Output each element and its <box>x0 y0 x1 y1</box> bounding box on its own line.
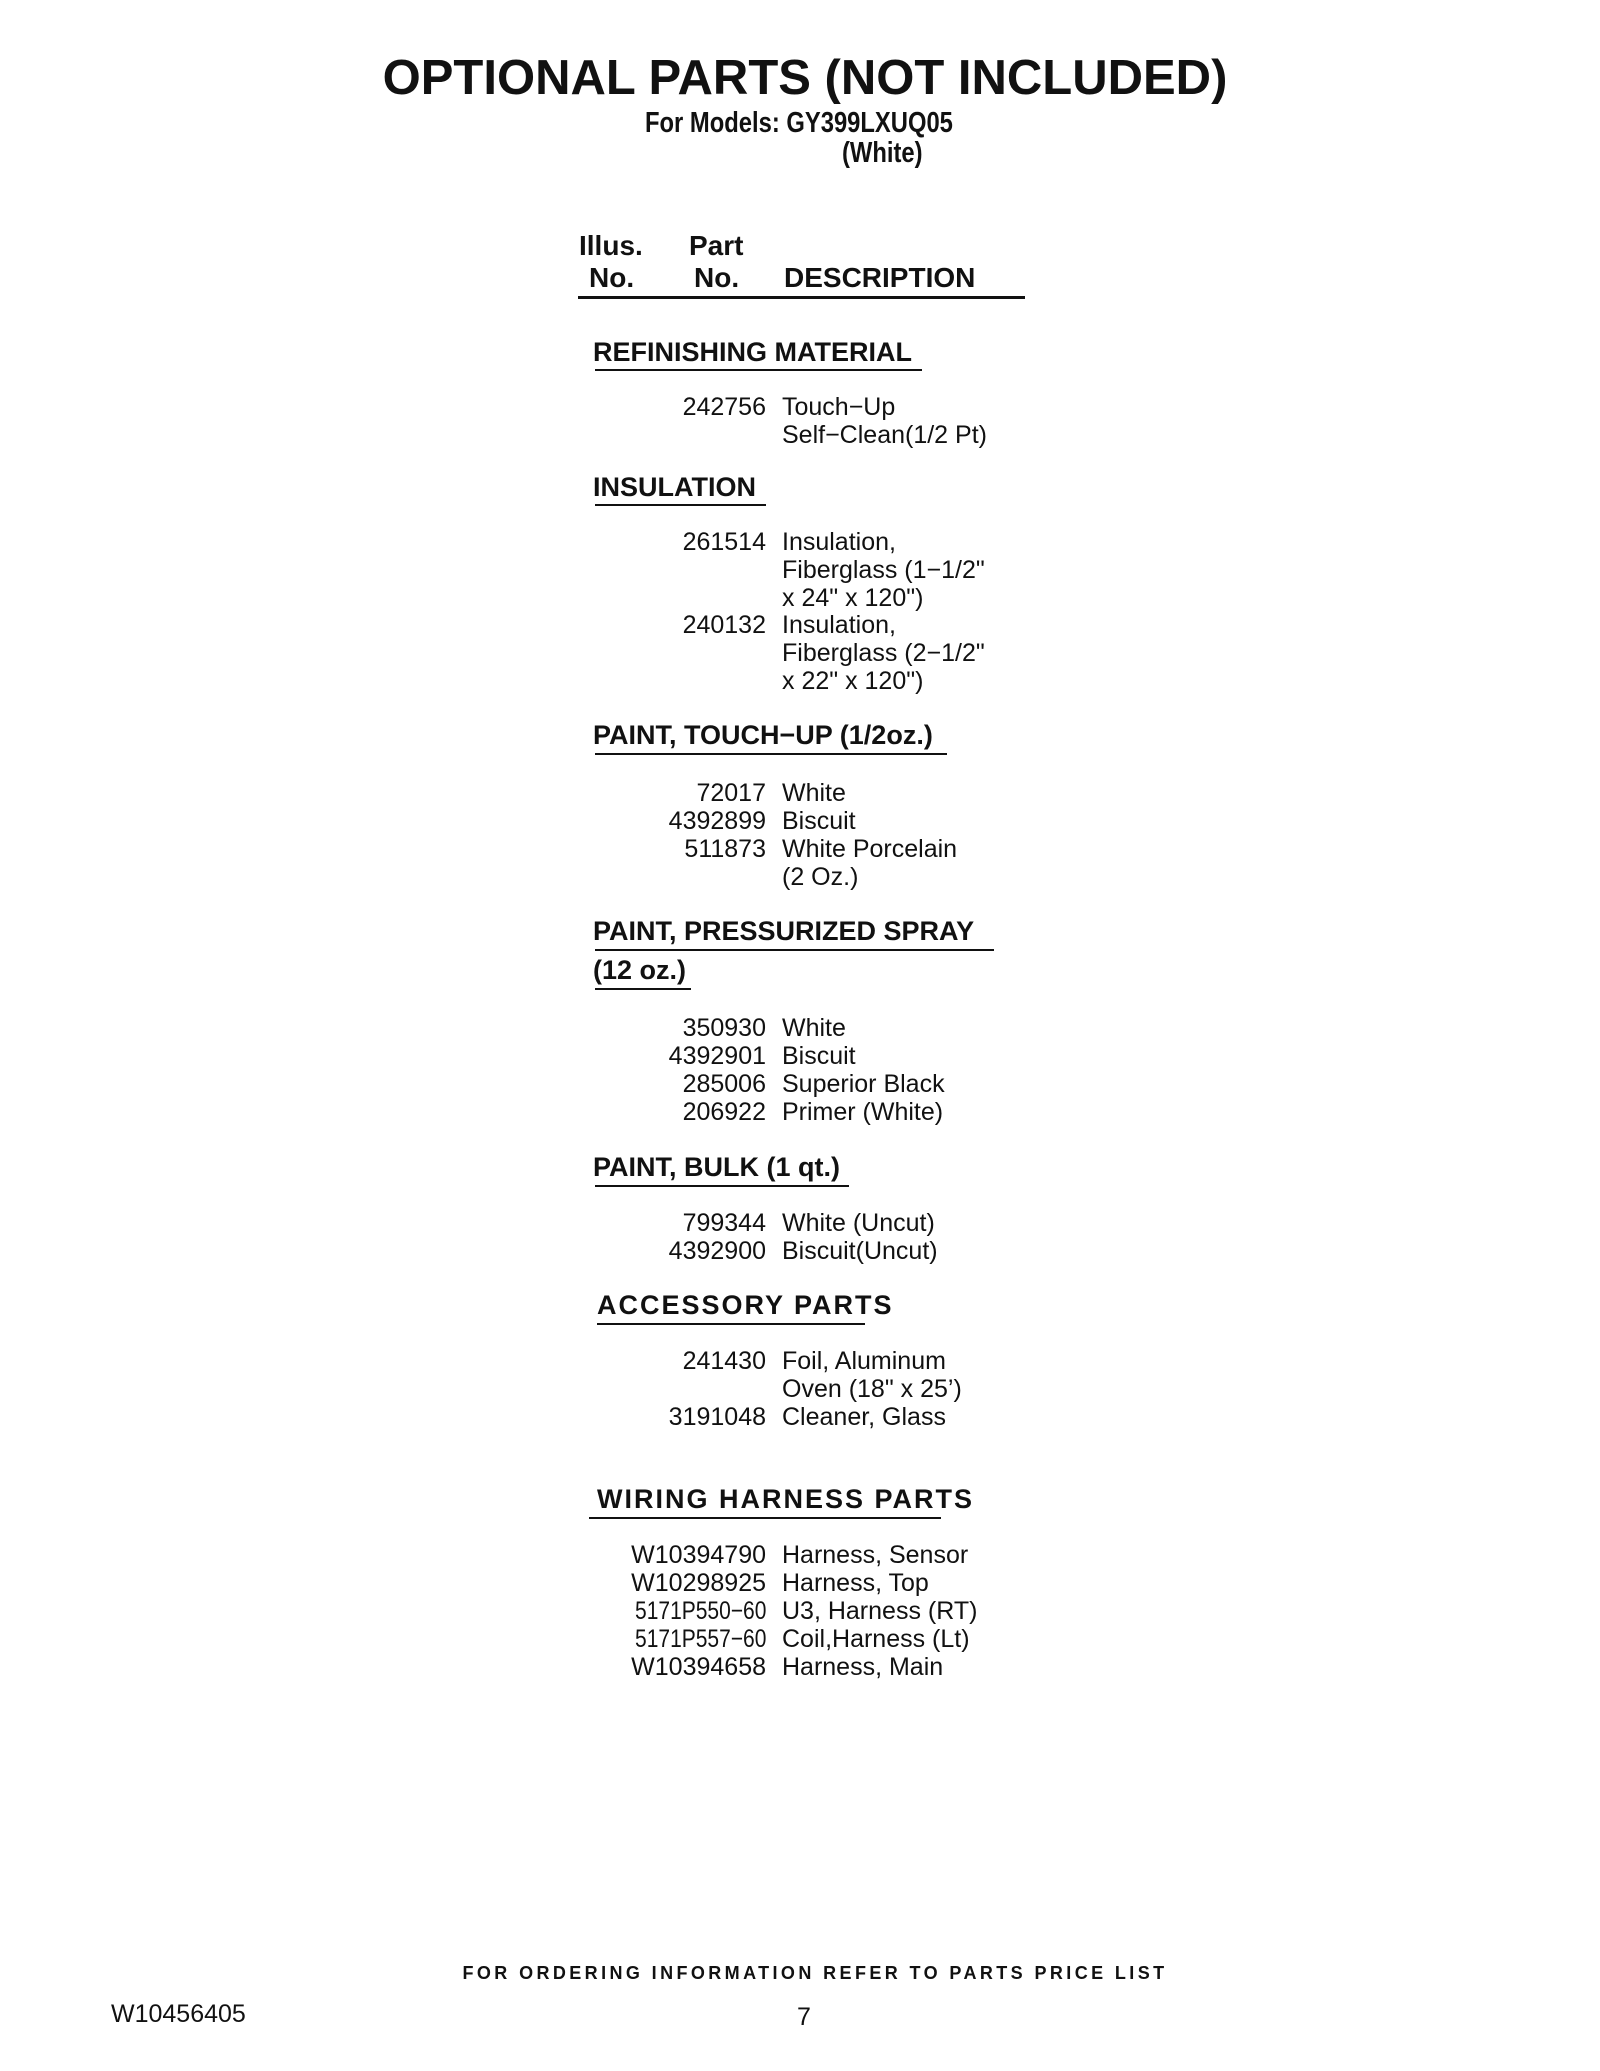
part-description: Insulation, <box>782 528 896 556</box>
ordering-information-note: FOR ORDERING INFORMATION REFER TO PARTS PRICE LIST <box>462 1963 1168 1983</box>
color-line: (White) <box>842 137 923 169</box>
part-description: Touch−Up <box>782 393 896 421</box>
description-header: DESCRIPTION <box>784 262 976 293</box>
section-rule <box>589 1517 941 1519</box>
part-description: Fiberglass (2−1/2" <box>782 639 985 667</box>
section-rule <box>595 988 691 990</box>
header-rule <box>578 296 1025 299</box>
section-rule <box>595 753 947 755</box>
part-number: 72017 <box>696 779 766 807</box>
part-description: Biscuit <box>782 807 856 835</box>
part-description: Self−Clean(1/2 Pt) <box>782 421 987 449</box>
section-rule <box>595 1185 849 1187</box>
part-description: White <box>782 1014 846 1042</box>
part-description: White <box>782 779 846 807</box>
part-number: W10394658 <box>631 1653 766 1681</box>
part-number: 4392899 <box>668 807 766 835</box>
part-number-text: 5171P557−60 <box>634 1625 766 1653</box>
page-title: OPTIONAL PARTS (NOT INCLUDED) <box>382 51 1228 105</box>
section-title-line2: (12 oz.) <box>593 955 687 985</box>
section-title-paint-touch-up: PAINT, TOUCH−UP (1/2oz.) <box>593 720 933 750</box>
part-number: 799344 <box>682 1209 766 1237</box>
part-number: 240132 <box>682 611 766 639</box>
part-description: Biscuit(Uncut) <box>782 1237 938 1265</box>
part-number: 242756 <box>682 393 766 421</box>
part-number: 261514 <box>682 528 766 556</box>
part-number: 241430 <box>682 1347 766 1375</box>
part-description: Harness, Top <box>782 1569 929 1597</box>
part-description: Biscuit <box>782 1042 856 1070</box>
part-description: White (Uncut) <box>782 1209 935 1237</box>
part-number-text: 5171P550−60 <box>634 1597 766 1625</box>
part-number: 511873 <box>684 835 766 863</box>
part-number: 206922 <box>682 1098 766 1126</box>
part-number: 4392900 <box>668 1237 766 1265</box>
models-line: For Models: GY399LXUQ05 <box>645 107 953 139</box>
part-number: 3191048 <box>668 1403 766 1431</box>
part-number: 350930 <box>682 1014 766 1042</box>
section-rule <box>597 1323 865 1325</box>
part-header-top: Part <box>689 230 744 261</box>
part-description: Oven (18" x 25’) <box>782 1375 962 1403</box>
part-number <box>560 1625 766 1654</box>
section-title-wiring-harness-parts: WIRING HARNESS PARTS <box>597 1484 975 1514</box>
part-description: x 24" x 120") <box>782 584 924 612</box>
section-rule <box>595 949 994 951</box>
part-description: Cleaner, Glass <box>782 1403 946 1431</box>
part-description: Insulation, <box>782 611 896 639</box>
part-description: Harness, Sensor <box>782 1541 969 1569</box>
section-title-paint-pressurized-spray: PAINT, PRESSURIZED SPRAY <box>593 916 975 946</box>
part-description: Primer (White) <box>782 1098 944 1126</box>
illus-header-bottom: No. <box>589 262 635 293</box>
part-number: W10394790 <box>631 1541 766 1569</box>
part-header-bottom: No. <box>694 262 740 293</box>
part-description: Harness, Main <box>782 1653 944 1681</box>
part-description: Superior Black <box>782 1070 945 1098</box>
part-description: U3, Harness (RT) <box>782 1597 978 1625</box>
section-rule <box>595 504 766 506</box>
part-description: White Porcelain <box>782 835 958 863</box>
page-number: 7 <box>797 2003 811 2031</box>
part-number: 285006 <box>682 1070 766 1098</box>
part-description: x 22" x 120") <box>782 667 924 695</box>
part-number <box>560 1597 766 1626</box>
section-rule <box>595 369 922 371</box>
part-number: W10298925 <box>631 1569 766 1597</box>
section-title-accessory-parts: ACCESSORY PARTS <box>597 1290 894 1320</box>
part-number: 4392901 <box>668 1042 766 1070</box>
illus-header-top: Illus. <box>579 230 643 261</box>
document-number: W10456405 <box>111 2000 246 2028</box>
section-title-refinishing-material: REFINISHING MATERIAL <box>593 337 912 367</box>
part-description: Fiberglass (1−1/2" <box>782 556 985 584</box>
part-description: Foil, Aluminum <box>782 1347 946 1375</box>
section-title-paint-bulk: PAINT, BULK (1 qt.) <box>593 1152 840 1182</box>
section-title-insulation: INSULATION <box>593 472 756 502</box>
part-description: (2 Oz.) <box>782 863 859 891</box>
part-description: Coil,Harness (Lt) <box>782 1625 970 1653</box>
